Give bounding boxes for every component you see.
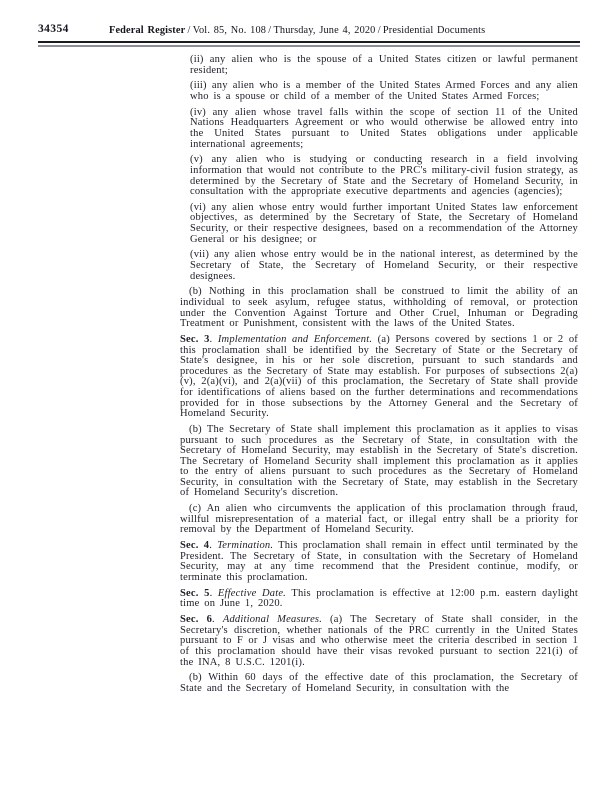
page-number: 34354: [38, 23, 69, 35]
paragraph: [190, 203, 578, 245]
text-segment: .: [212, 614, 223, 626]
header-issue-info: / Vol. 85, No. 108 / Thursday, June 4, 2020 / Presidential Documents: [185, 24, 486, 36]
text-segment: This proclamation shall remain in effect until terminated by the President. The Secretary of State, in consultation with the Secretary of Homeland Security, may at any time recommend that the President continue, modify, or terminate this proclamation.: [180, 540, 578, 583]
paragraph: [180, 425, 578, 499]
text-segment: .: [209, 333, 218, 345]
header-rule-bottom: [38, 45, 580, 47]
text-segment: (b) Nothing in this proclamation shall be construed to limit the ability of an individual to seek asylum, refugee status, withholding of removal, or protection under the Convention Against Torture and Other Cruel, Inhuman or Degrading Treatment or Punishment, consistent with the laws of the United States.: [180, 286, 578, 330]
text-segment: (c) An alien who circumvents the application of this proclamation through fraud, willful misrepresentation of a material fact, or illegal entry shall be a priority for removal by the Department of Homeland Security.: [180, 503, 578, 536]
text-segment: Sec. 4: [180, 540, 210, 552]
paragraph: [180, 541, 578, 583]
text-segment: Implementation and Enforcement.: [217, 333, 373, 345]
text-segment: (iv) any alien whose travel falls within the scope of section 11 of the United Nations Headquarters Agreement or who would otherwise be allowed entry into the United States pursuant to United States obligations under applicable international agreements;: [190, 106, 578, 150]
text-segment: This proclamation is effective at 12:00 p.m. eastern daylight time on June 1, 2020.: [180, 587, 578, 610]
text-segment: .: [209, 587, 218, 599]
text-segment: (vii) any alien whose entry would be in the national interest, as determined by the Secretary of State, the Secretary of Homeland Security, or their respective designees.: [190, 249, 578, 282]
paragraph: [190, 55, 578, 76]
paragraph: [190, 81, 578, 102]
text-segment: (a) The Secretary of State shall consider, in the Secretary's discretion, whether nationals of the PRC currently in the United States pursuant to F or J visas and who otherwise meet the criteria described in section 1 of this proclamation should have their visas revoked pursuant to section 221(i) of the INA, 8 U.S.C. 1201(i).: [180, 614, 578, 668]
text-segment: (ii) any alien who is the spouse of a United States citizen or lawful permanent resident;: [190, 54, 578, 76]
text-segment: (b) The Secretary of State shall implement this proclamation as it applies to visas pursuant to such procedures as the Secretary of State, in consultation with the Secretary of Homeland Security, may establish in the Secretary of State's discretion. The Secretary of Homeland Security shall implement this proclamation as it applies to the entry of aliens pursuant to such procedures as the Secretary of Homeland Security, in consultation with the Secretary of State, may establish in the Secretary of Homeland Security's discretion.: [180, 423, 578, 499]
paragraph: [180, 589, 578, 610]
text-segment: Additional Measures.: [222, 614, 323, 626]
journal-name: Federal Register: [109, 24, 186, 36]
paragraph: [180, 335, 578, 420]
paragraph: [190, 250, 578, 282]
text-segment: Sec. 6: [180, 614, 213, 626]
header-rule-top: [38, 41, 580, 43]
text-segment: (v) any alien who is studying or conducting research in a field involving information that would not contribute to the PRC's military-civil fusion strategy, as determined by the Secretary of State and the Secretary of Homeland Security, in consultation with the appropriate executive departments and agencies (agencies);: [190, 154, 578, 198]
text-segment: (iii) any alien who is a member of the United States Armed Forces and any alien who is a spouse or child of a member of the United States Armed Forces;: [190, 80, 578, 102]
text-segment: Termination.: [217, 540, 274, 552]
text-segment: Sec. 3: [180, 333, 210, 345]
paragraph: [180, 504, 578, 536]
paragraph: [180, 673, 578, 694]
paragraph: [190, 108, 578, 150]
text-segment: (b) Within 60 days of the effective date of this proclamation, the Secretary of State and the Secretary of Homeland Security, in consultation with the: [180, 672, 578, 694]
text-segment: Effective Date.: [217, 587, 287, 599]
paragraph: [180, 615, 578, 668]
running-header: [109, 25, 485, 36]
paragraph: [190, 155, 578, 197]
text-segment: (vi) any alien whose entry would further important United States law enforcement objectives, as determined by the Secretary of State, the Secretary of Homeland Security, or their respective designees, based on a recommendation of the Attorney General or his designee; or: [190, 201, 578, 245]
paragraph: [180, 287, 578, 329]
text-segment: Sec. 5: [180, 587, 210, 599]
text-segment: .: [209, 540, 218, 552]
text-segment: (a) Persons covered by sections 1 or 2 of this proclamation shall be identified by the Secretary of State or the Secretary of State's designee, in his or her sole discretion, pursuant to such standards and procedures as the Secretary of State may establish. For purposes of subsections 2(a)(v), 2(a)(vi), and 2(a)(vii) of this proclamation, the Secretary of State shall provide for identifications of aliens based on the further determinations and recommendations provided for in those subsections by the Attorney General and the Secretary of Homeland Security.: [180, 333, 578, 420]
document-body: [180, 55, 578, 700]
